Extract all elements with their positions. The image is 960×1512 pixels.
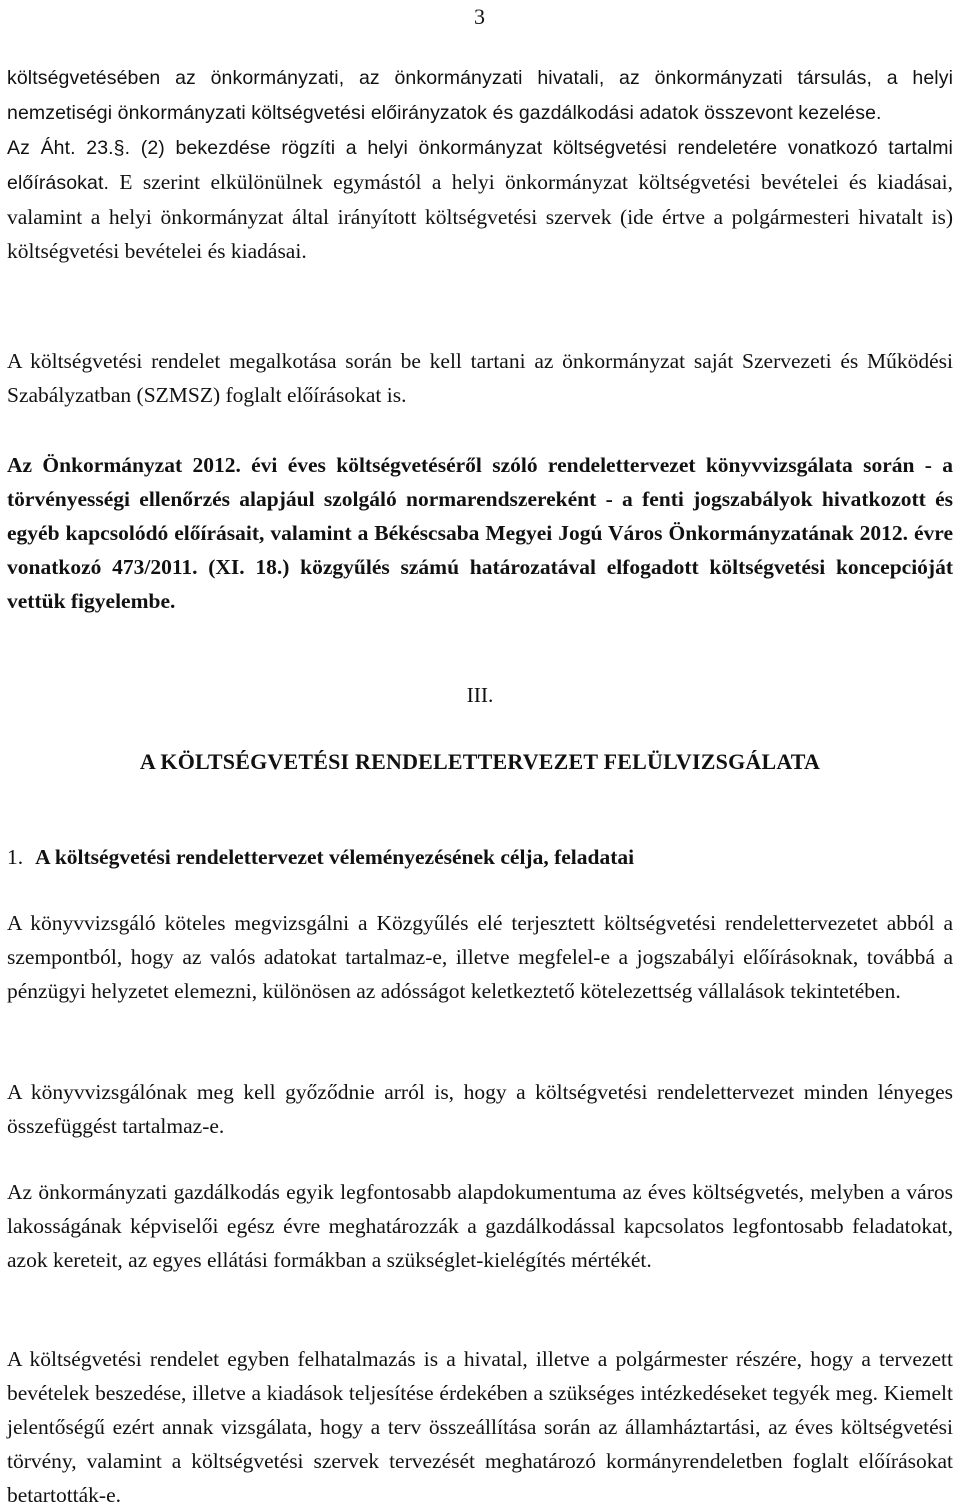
section-roman-number: III. bbox=[466, 683, 494, 707]
page-number: 3 bbox=[474, 4, 485, 29]
paragraph-budget-document: Az önkormányzati gazdálkodás egyik legfontosabb alapdokumentuma az éves költségvetés, melyben a város lakosságának képviselői egész évre meghatározzák a gazdálkodással kapcsolatos legfontosabb feladatokat, azok kereteit, az egyes ellátási formákban a szükséglet-kielégítés mértékét. bbox=[7, 1180, 953, 1272]
paragraph-intro-part3: E szerint elkülönülnek egymástól a helyi önkormányzat költségvetési bevételei és kiadásai, valamint a helyi önkormányzat által irányított költségvetési szervek (ide értve a polgármesteri hivatalt is) költségvetési bevételei és kiadásai. bbox=[7, 170, 953, 263]
subsection-heading bbox=[7, 842, 634, 872]
paragraph-intro-part2: Az Áht. 23.§. (2) bekezdése rögzíti a helyi önkormányzat költségvetési rendeletére vonatkozó tartalmi előírásokat. bbox=[7, 137, 953, 194]
paragraph-bold-concept: Az Önkormányzat 2012. évi éves költségvetéséről szóló rendelettervezet könyvvizsgálata során - a törvényességi ellenőrzés alapjául szolgáló normarendszereként - a fenti jogszabályok hivatkozott és egyéb kapcsolódó előírásait, valamint a Békéscsaba Megyei Jogú Város Önkormányzatának 2012. évre vonatkozó 473/2011. (XI. 18.) közgyűlés számú határozatával elfogadott költségvetési koncepcióját vettük figyelembe. bbox=[7, 453, 953, 613]
section-title: A KÖLTSÉGVETÉSI RENDELETTERVEZET FELÜLVIZSGÁLATA bbox=[139, 749, 821, 774]
paragraph-auditor-duty: A könyvvizsgáló köteles megvizsgálni a Közgyűlés elé terjesztett költségvetési rendelettervezetet abból a szempontból, hogy az valós adatokat tartalmaz-e, illetve megfelel-e a jogszabályi előírásoknak, továbbá a pénzügyi helyzetet elemezni, különösen az adósságot keletkeztető kötelezettség vállalások tekintetében. bbox=[7, 911, 953, 1003]
paragraph-intro bbox=[7, 60, 953, 268]
subsection-number: 1. bbox=[7, 845, 24, 869]
subsection-title: A költségvetési rendelettervezet véleményezésének célja, feladatai bbox=[35, 845, 635, 869]
paragraph-intro-part1: költségvetésében az önkormányzati, az önkormányzati hivatali, az önkormányzati társulás, a helyi nemzetiségi önkormányzati költségvetési előirányzatok és gazdálkodási adatok összevont kezelése. bbox=[7, 67, 953, 124]
paragraph-auditor-check: A könyvvizsgálónak meg kell győződnie arról is, hogy a költségvetési rendelettervezet minden lényeges összefüggést tartalmaz-e. bbox=[7, 1080, 953, 1138]
paragraph-authorization: A költségvetési rendelet egyben felhatalmazás is a hivatal, illetve a polgármester részére, hogy a tervezett bevételek beszedése, illetve a kiadások teljesítése érdekében a szükséges intézkedéseket tegyék meg. Kiemelt jelentőségű ezért annak vizsgálata, hogy a terv összeállítása során az államháztartási, az éves költségvetési törvény, valamint a költségvetési szervek tervezését meghatározó kormányrendeletben foglalt előírásokat betartották-e. bbox=[7, 1347, 953, 1507]
paragraph-szmsz: A költségvetési rendelet megalkotása során be kell tartani az önkormányzat saját Szervezeti és Működési Szabályzatban (SZMSZ) foglalt előírásokat is. bbox=[7, 349, 953, 407]
